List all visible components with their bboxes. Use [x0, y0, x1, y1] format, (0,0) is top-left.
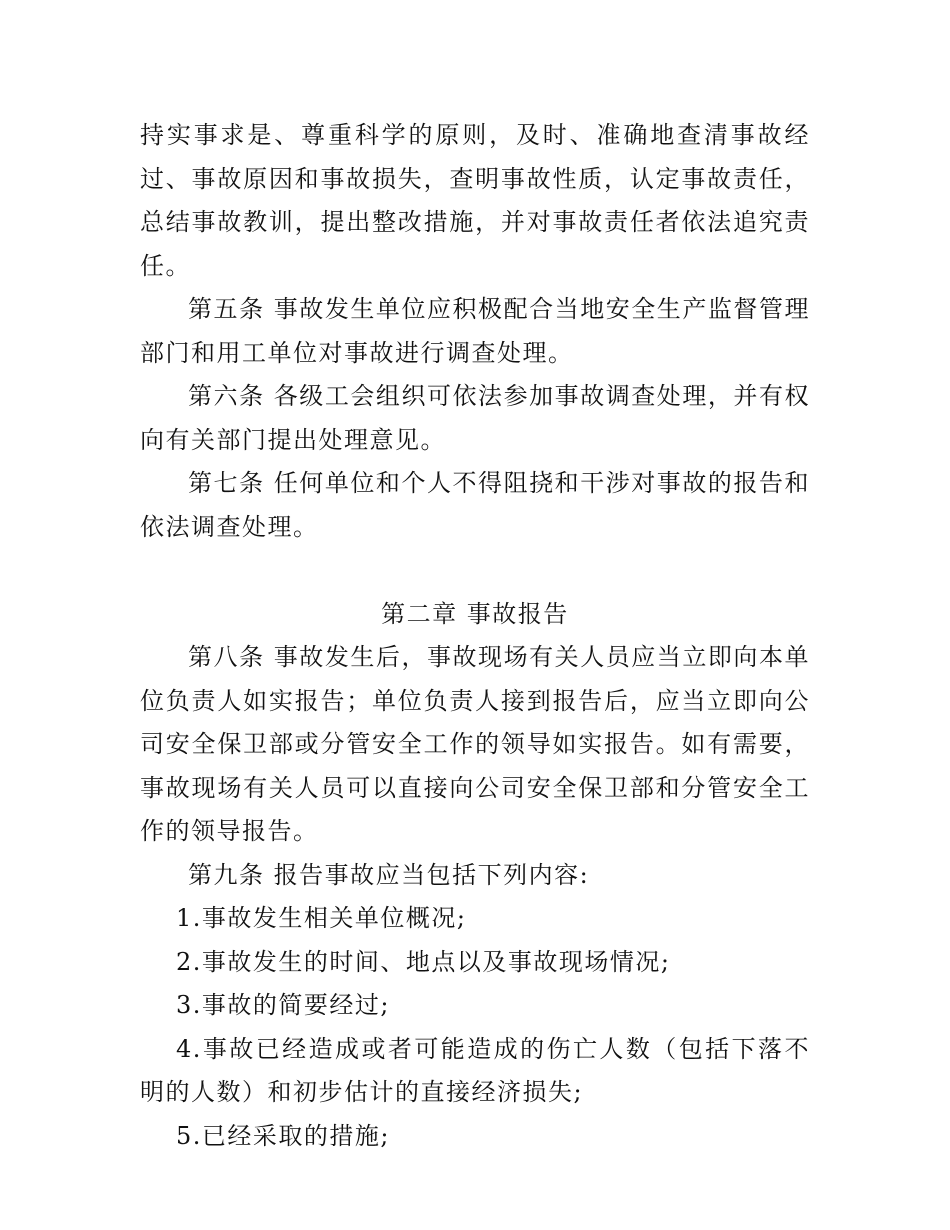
section-spacer	[140, 549, 810, 593]
list-item-4: 4.事故已经造成或者可能造成的伤亡人数（包括下落不明的人数）和初步估计的直接经济损失;	[140, 1034, 810, 1106]
article-5: 第五条 事故发生单位应积极配合当地安全生产监督管理部门和用工单位对事故进行调查处理。	[140, 295, 810, 367]
chapter-title: 第二章 事故报告	[381, 599, 569, 628]
list-item-3: 3.事故的简要经过;	[176, 991, 390, 1019]
list-item-2: 2.事故发生的时间、地点以及事故现场情况;	[176, 947, 671, 976]
article-7: 第七条 任何单位和个人不得阻挠和干涉对事故的报告和依法调查处理。	[140, 469, 810, 541]
list-item-5: 5.已经采取的措施;	[176, 1121, 390, 1150]
continued-paragraph: 持实事求是、尊重科学的原则，及时、准确地查清事故经过、事故原因和事故损失，查明事故性质，认定事故责任，总结事故教训，提出整改措施，并对事故责任者依法追究责任。	[140, 121, 810, 280]
document-body	[140, 114, 810, 1158]
article-8: 第八条 事故发生后，事故现场有关人员应当立即向本单位负责人如实报告；单位负责人接到报告后，应当立即向公司安全保卫部或分管安全工作的领导如实报告。如有需要，事故现场有关人员可以直接向公司安全保卫部和分管安全工作的领导报告。	[140, 643, 810, 845]
article-6: 第六条 各级工会组织可依法参加事故调查处理，并有权向有关部门提出处理意见。	[140, 382, 810, 454]
article-9: 第九条 报告事故应当包括下列内容:	[188, 860, 590, 889]
list-item-1: 1.事故发生相关单位概况;	[176, 904, 467, 932]
